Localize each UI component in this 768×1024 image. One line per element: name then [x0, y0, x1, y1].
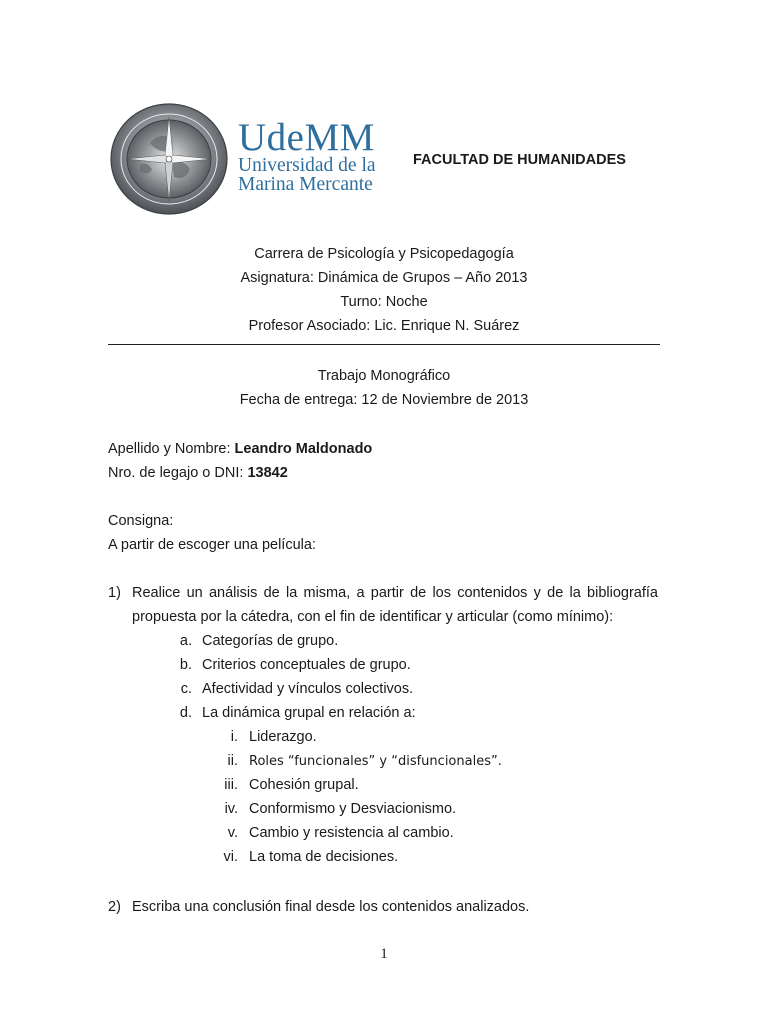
- roman-label: vi.: [223, 849, 238, 865]
- roman-text: Roles “funcionales” y “disfuncionales”.: [249, 754, 502, 769]
- subitem-label: b.: [179, 657, 192, 673]
- due-date: Fecha de entrega: 12 de Noviembre de 2013: [239, 392, 529, 408]
- roman-label: i.: [230, 729, 238, 745]
- subitem-text: Afectividad y vínculos colectivos.: [202, 681, 414, 697]
- professor-line: Profesor Asociado: Lic. Enrique N. Suárez: [248, 318, 520, 334]
- student-id-label: Nro. de legajo o DNI:: [108, 465, 248, 481]
- roman-text: Cohesión grupal.: [249, 777, 359, 793]
- university-seal-logo: [110, 103, 228, 215]
- horizontal-divider: [108, 344, 660, 345]
- student-id-value: 13842: [247, 465, 288, 481]
- roman-label: ii.: [227, 753, 238, 769]
- shift-line: Turno: Noche: [340, 294, 428, 310]
- roman-text: Liderazgo.: [249, 729, 317, 745]
- roman-label: v.: [227, 825, 238, 841]
- student-name-value: Leandro Maldonado: [234, 441, 373, 457]
- item-1-line-2: propuesta por la cátedra, con el fin de identificar y articular (como mínimo):: [132, 609, 614, 625]
- assignment-title: Trabajo Monográfico: [317, 368, 451, 384]
- roman-label: iii.: [224, 777, 238, 793]
- logo-wordmark: UdeMM: [238, 116, 375, 159]
- student-name-row: [108, 441, 372, 457]
- subitem-text: Criterios conceptuales de grupo.: [202, 657, 411, 673]
- item-1-number: 1): [108, 585, 121, 601]
- student-id-row: [108, 465, 288, 481]
- instructions-heading: Consigna:: [108, 513, 174, 529]
- item-1-line-1: Realice un análisis de la misma, a partir de los contenidos y de la bibliografía: [132, 585, 658, 601]
- subitem-label: c.: [180, 681, 192, 697]
- item-2-number: 2): [108, 899, 121, 915]
- student-name-label: Apellido y Nombre:: [108, 441, 235, 457]
- instructions-intro: A partir de escoger una película:: [108, 537, 316, 553]
- roman-text: Conformismo y Desviacionismo.: [249, 801, 457, 817]
- roman-text: Cambio y resistencia al cambio.: [249, 825, 454, 841]
- subitem-text: La dinámica grupal en relación a:: [202, 705, 416, 721]
- logo-line-1: Universidad de la: [238, 155, 376, 176]
- roman-label: iv.: [224, 801, 238, 817]
- item-2-text: Escriba una conclusión final desde los contenidos analizados.: [132, 899, 530, 915]
- logo-line-2: Marina Mercante: [238, 174, 373, 195]
- faculty-title: FACULTAD DE HUMANIDADES: [413, 152, 626, 168]
- subitem-text: Categorías de grupo.: [202, 633, 339, 649]
- subitem-label: d.: [179, 705, 192, 721]
- page-number: 1: [380, 946, 388, 962]
- subject-line: Asignatura: Dinámica de Grupos – Año 2013: [240, 270, 528, 286]
- career-line: Carrera de Psicología y Psicopedagogía: [254, 246, 514, 262]
- subitem-label: a.: [179, 633, 192, 649]
- roman-text: La toma de decisiones.: [249, 849, 399, 865]
